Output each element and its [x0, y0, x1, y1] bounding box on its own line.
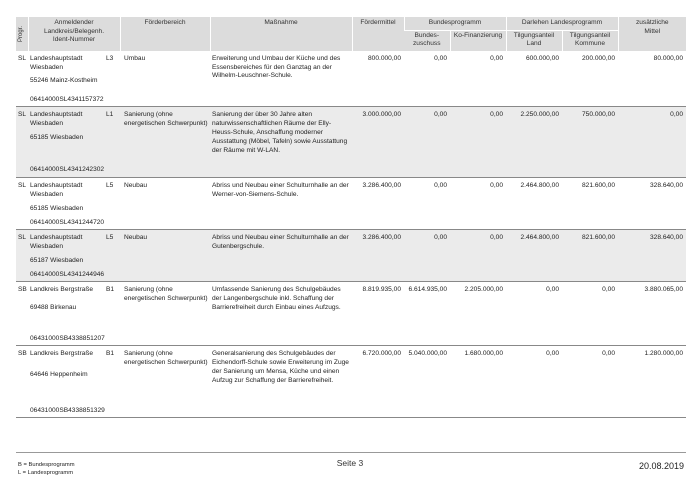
header-funds: Fördermittel — [352, 17, 404, 51]
row-co-financing: 0,00 — [490, 182, 504, 190]
row-applicant — [28, 51, 104, 107]
row-additional: 328.640,00 — [618, 230, 686, 282]
row-repay-municipality: 0,00 — [602, 350, 616, 358]
header-measure: Maßnahme — [210, 17, 352, 51]
header-federal: Bundesprogramm — [404, 17, 506, 30]
header-loans: Darlehen Landesprogramm — [506, 17, 618, 30]
page-number: Seite 3 — [336, 458, 364, 468]
row-prog: SL — [18, 182, 27, 190]
document-date: 20.08.2019 — [638, 461, 684, 471]
row-code: B1 — [106, 286, 115, 294]
row-measure: Sanierung der über 30 Jahre alten naturwissenschaftlichen Räume der Elly-Heuss-Schule, Anschaffung moderner Ausstattung (Möbel, Tafeln) sowie Ausstattung der Räume mit W-LAN. — [210, 107, 352, 178]
row-applicant-name: Landkreis Bergstraße — [30, 286, 94, 294]
table-row — [16, 282, 686, 346]
row-co-financing: 0,00 — [450, 107, 506, 178]
row-measure: Generalsanierung des Schulgebäudes der Eichendorff-Schule sowie Erweiterung im Zuge der Sanierung um Mensa, Küche und einen Aufzug zur Schaffung der Barrierefreiheit. — [212, 350, 349, 384]
header-co-financing: Ko-Finanzierung — [450, 30, 506, 51]
row-funds: 800.000,00 — [367, 54, 401, 62]
header-applicant: Anmeldender Landkreis/Belegenh. Ident-Nummer — [28, 17, 120, 51]
row-prog: SL — [16, 230, 28, 282]
row-field: Umbau — [124, 54, 146, 62]
row-repay-state: 2.250.000,00 — [506, 107, 562, 178]
row-applicant-name: Landeshauptstadt Wiesbaden — [30, 111, 83, 128]
row-ident: 06414000SL4341244720 — [30, 219, 105, 227]
row-applicant-name: Landeshauptstadt Wiesbaden — [30, 182, 83, 199]
row-applicant-place: 65185 Wiesbaden — [30, 133, 84, 141]
row-applicant-place: 69488 Birkenau — [30, 304, 77, 312]
footer-divider — [16, 452, 686, 453]
row-applicant-name: Landeshauptstadt Wiesbaden — [30, 54, 83, 71]
row-repay-municipality: 0,00 — [602, 286, 616, 294]
header-repay-municipality: Tilgungsanteil Kommune — [562, 30, 618, 51]
row-federal-share: 0,00 — [434, 54, 447, 62]
row-ident: 06414000SL4341242302 — [30, 166, 105, 174]
row-measure: Umfassende Sanierung des Schulgebäudes der Langenbergschule inkl. Schaffung der Barrierefreiheit durch Einbau eines Aufzugs. — [212, 286, 341, 311]
row-federal-share: 0,00 — [404, 230, 450, 282]
row-federal-share: 0,00 — [404, 107, 450, 178]
row-prog: SL — [16, 107, 28, 178]
row-measure: Abriss und Neubau einer Schulturnhalle an der Werner-von-Siemens-Schule. — [212, 182, 349, 199]
row-repay-municipality: 821.600,00 — [562, 230, 618, 282]
row-co-financing: 2.205.000,00 — [464, 286, 504, 294]
row-repay-state: 0,00 — [546, 350, 560, 358]
table-row — [16, 230, 686, 282]
row-additional: 328.640,00 — [650, 182, 684, 190]
row-funds: 6.720.000,00 — [362, 350, 401, 358]
row-repay-municipality: 750.000,00 — [562, 107, 618, 178]
row-ident: 06414000SL4341244946 — [30, 271, 105, 279]
row-code: L1 — [104, 107, 120, 178]
row-co-financing: 0,00 — [490, 54, 504, 62]
row-applicant-place: 65185 Wiesbaden — [30, 204, 84, 212]
row-repay-state: 2.464.800,00 — [506, 230, 562, 282]
table-row — [16, 51, 686, 107]
row-field: Sanierung (ohne energetischen Schwerpunkt) — [120, 107, 210, 178]
row-federal-share: 0,00 — [434, 182, 447, 190]
row-funds: 3.286.400,00 — [362, 182, 401, 190]
header-federal-share: Bundes- zuschuss — [404, 30, 450, 51]
row-federal-share: 6.614.935,00 — [408, 286, 447, 294]
row-co-financing: 1.680.000,00 — [464, 350, 504, 358]
row-code: L3 — [106, 54, 114, 62]
row-applicant-place: 65187 Wiesbaden — [30, 256, 84, 264]
row-field: Neubau — [124, 182, 148, 190]
row-additional: 1.280.000,00 — [644, 350, 684, 358]
row-repay-municipality: 200.000,00 — [582, 54, 616, 62]
row-funds: 3.286.400,00 — [352, 230, 404, 282]
row-measure: Erweiterung und Umbau der Küche und des Essensbereiches für den Ganztag an der Wilhelm-Leuschner-Schule. — [212, 54, 341, 80]
row-code: L5 — [106, 182, 114, 190]
row-ident: 06431000SB4338851329 — [30, 407, 105, 415]
legend-state: L = Landesprogramm — [18, 470, 74, 477]
row-repay-municipality: 821.600,00 — [582, 182, 616, 190]
row-repay-state: 2.464.800,00 — [520, 182, 560, 190]
row-applicant — [28, 107, 104, 178]
header-additional: zusätzliche Mittel — [618, 17, 686, 51]
row-ident: 06414000SL4341157372 — [30, 95, 104, 103]
table-row — [16, 107, 686, 178]
row-applicant — [28, 346, 104, 418]
table-row — [16, 178, 686, 230]
row-prog: SL — [18, 54, 27, 62]
row-repay-state: 0,00 — [546, 286, 560, 294]
funding-table — [16, 17, 686, 418]
table-row — [16, 346, 686, 418]
row-code: B1 — [106, 350, 115, 358]
row-federal-share: 5.040.000,00 — [408, 350, 447, 358]
row-prog: SB — [18, 286, 27, 294]
header-prog: Progr. — [16, 17, 28, 51]
header-repay-state: Tilgungsanteil Land — [506, 30, 562, 51]
row-field: Sanierung (ohne energetischen Schwerpunkt) — [124, 286, 208, 303]
row-applicant — [28, 282, 104, 346]
table-header-row — [16, 17, 686, 30]
header-field: Förderbereich — [120, 17, 210, 51]
row-applicant — [28, 178, 104, 230]
row-applicant-place: 55246 Mainz-Kostheim — [30, 77, 98, 85]
row-measure: Abriss und Neubau einer Schulturnhalle an der Gutenbergschule. — [210, 230, 352, 282]
row-additional: 3.880.065,00 — [644, 286, 684, 294]
legend-federal: B = Bundesprogramm — [18, 462, 75, 468]
row-repay-state: 600.000,00 — [526, 54, 560, 62]
row-additional: 0,00 — [618, 107, 686, 178]
row-co-financing: 0,00 — [450, 230, 506, 282]
row-field: Neubau — [120, 230, 210, 282]
row-applicant-name: Landeshauptstadt Wiesbaden — [30, 234, 83, 251]
row-ident: 06431000SB4338851207 — [30, 335, 105, 343]
row-funds: 3.000.000,00 — [352, 107, 404, 178]
row-applicant-name: Landkreis Bergstraße — [30, 350, 94, 358]
row-prog: SB — [18, 350, 27, 358]
row-code: L5 — [104, 230, 120, 282]
row-applicant-place: 64646 Heppenheim — [30, 371, 88, 379]
row-field: Sanierung (ohne energetischen Schwerpunkt) — [124, 350, 208, 367]
row-additional: 80.000,00 — [653, 54, 684, 62]
row-funds: 8.819.935,00 — [362, 286, 401, 294]
row-applicant — [28, 230, 104, 282]
